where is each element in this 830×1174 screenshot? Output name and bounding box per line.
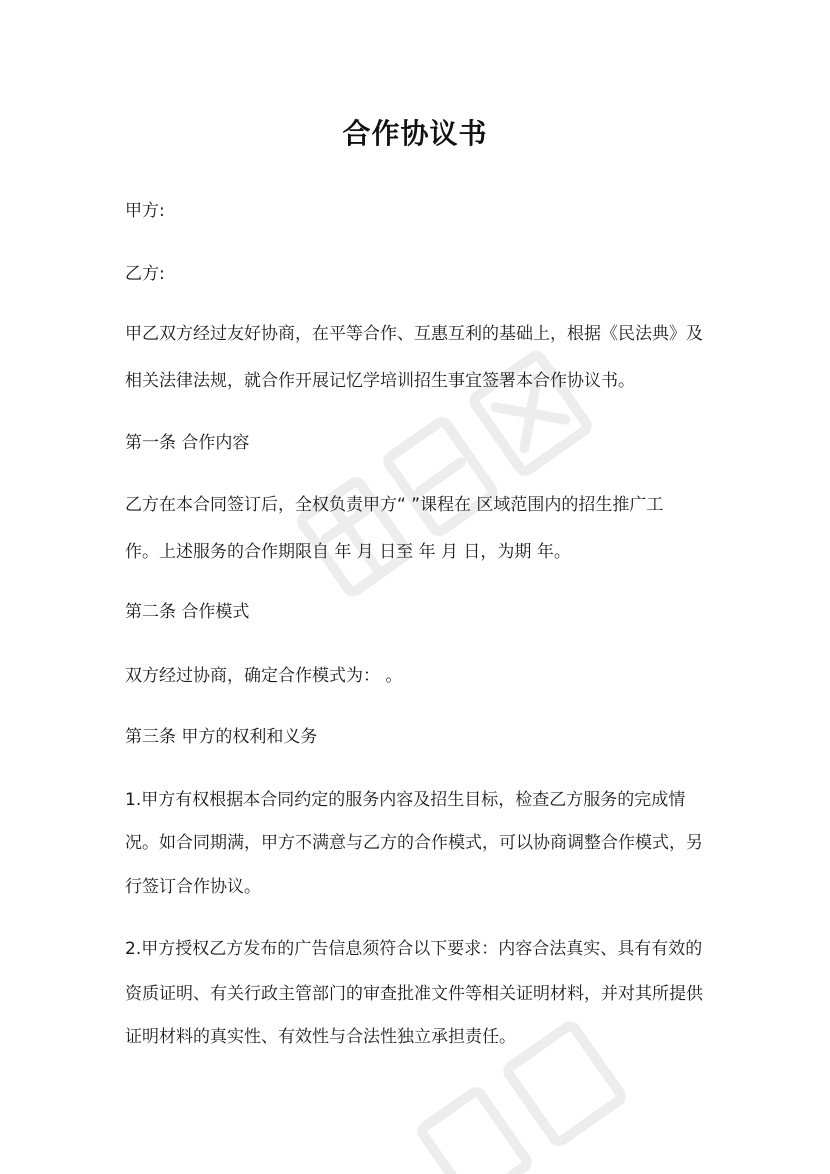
preamble-line-2: 相关法律法规，就合作开展记忆学培训招生事宜签署本合作协议书。: [125, 371, 635, 391]
document-title: 合作协议书: [342, 117, 488, 150]
clause-1-line-1: 1.甲方有权根据本合同约定的服务内容及招生目标，检查乙方服务的完成情: [125, 790, 686, 810]
article-2-line-1: 双方经过协商，确定合作模式为： 。: [125, 666, 403, 686]
party-b-line: 乙方:: [125, 264, 165, 284]
article-1-heading: 第一条 合作内容: [125, 433, 250, 453]
clause-1-line-3: 行签订合作协议。: [125, 877, 261, 897]
article-1-line-2: 作。上述服务的合作期限自 年 月 日至 年 月 日，为期 年。: [125, 542, 571, 562]
clause-2-line-1: 2.甲方授权乙方发布的广告信息须符合以下要求：内容合法真实、具有有效的: [125, 939, 703, 959]
clause-2-line-2: 资质证明、有关行政主管部门的审查批准文件等相关证明材料，并对其所提供: [125, 984, 703, 1004]
article-3-heading: 第三条 甲方的权利和义务: [125, 727, 318, 747]
clause-1-line-2: 况。如合同期满，甲方不满意与乙方的合作模式，可以协商调整合作模式，另: [125, 833, 703, 853]
preamble-line-1: 甲乙双方经过友好协商，在平等合作、互惠互利的基础上，根据《民法典》及: [125, 324, 703, 344]
clause-2-line-3: 证明材料的真实性、有效性与合法性独立承担责任。: [125, 1027, 516, 1047]
article-1-line-1: 乙方在本合同签订后，全权负责甲方“ ”课程在 区域范围内的招生推广工: [125, 495, 664, 515]
party-a-line: 甲方:: [125, 201, 165, 221]
article-2-heading: 第二条 合作模式: [125, 602, 250, 622]
